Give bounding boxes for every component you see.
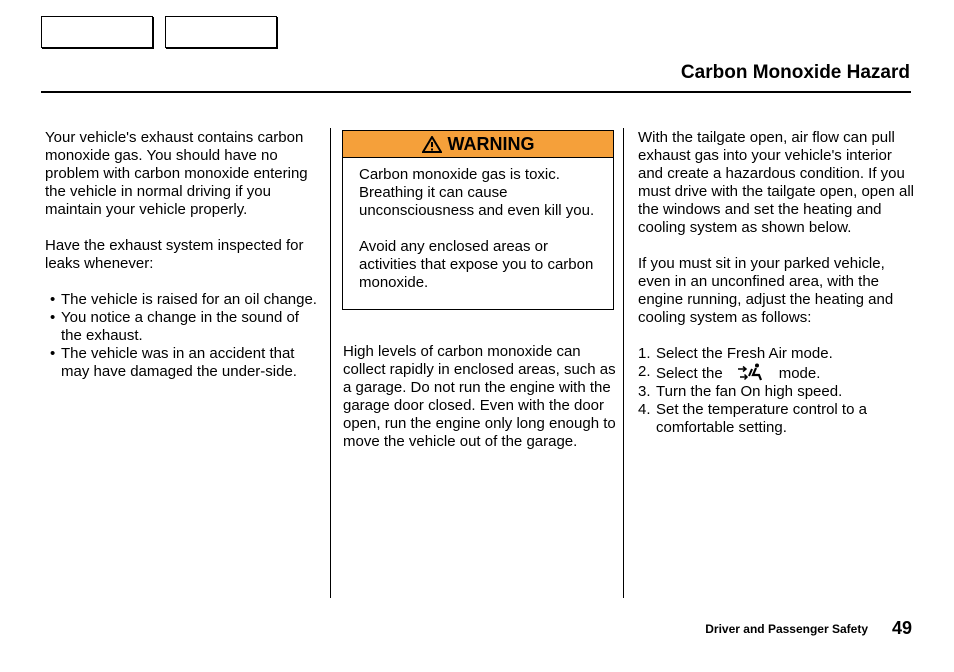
steps-list	[638, 345, 918, 437]
column-right	[638, 129, 918, 437]
warning-label: WARNING	[447, 133, 535, 154]
warning-paragraph-1: Carbon monoxide gas is toxic. Breathing it can cause unconsciousness and even kill you.	[359, 166, 595, 219]
list-item: 4. Set the temperature control to a comfortable setting.	[638, 401, 867, 436]
column-middle-text	[343, 343, 618, 451]
warning-box	[342, 130, 614, 310]
column-divider-right	[623, 128, 624, 598]
list-item: • The vehicle is raised for an oil change.	[45, 291, 320, 309]
warning-triangle-icon	[422, 136, 442, 153]
column-left	[45, 129, 320, 381]
column-divider-left	[330, 128, 331, 598]
nav-button-next[interactable]	[165, 16, 277, 48]
warning-header	[343, 131, 613, 158]
parked-paragraph: If you must sit in your parked vehicle, even in an unconfined area, with the engine running, adjust the heating and cooling system as follows:	[638, 255, 894, 326]
inspection-list	[45, 291, 320, 381]
warning-paragraph-2: Avoid any enclosed areas or activities that expose you to carbon monoxide.	[359, 238, 594, 291]
list-item: • The vehicle was in an accident that may have damaged the under-side.	[45, 345, 320, 381]
tailgate-paragraph: With the tailgate open, air flow can pull exhaust gas into your vehicle's interior and create a hazardous condition. If you must drive with the tailgate open, open all the windows and set the heating and cooling system as shown below.	[638, 129, 914, 236]
list-item: 2. Select the mode.	[638, 363, 821, 382]
warning-body	[343, 158, 613, 292]
list-item: 1. Select the Fresh Air mode.	[638, 345, 833, 362]
page-number: 49	[891, 618, 912, 638]
list-item: 3. Turn the fan On high speed.	[638, 383, 843, 400]
garage-paragraph: High levels of carbon monoxide can collect rapidly in enclosed areas, such as a garage. Do not run the engine with the garage door closed. Even with the door open, run the engine only long enough to move the vehicle out of the garage.	[343, 343, 616, 450]
intro-paragraph: Your vehicle's exhaust contains carbon monoxide gas. You should have no problem with carbon monoxide entering the vehicle in normal driving if you maintain your vehicle properly.	[45, 129, 308, 218]
section-footer: Driver and Passenger Safety	[705, 622, 868, 636]
list-item: • You notice a change in the sound of the exhaust.	[45, 309, 320, 345]
title-rule	[41, 91, 911, 93]
page-title: Carbon Monoxide Hazard	[680, 62, 910, 83]
nav-button-previous[interactable]	[41, 16, 153, 48]
floor-vent-mode-icon	[735, 363, 767, 381]
inspection-paragraph: Have the exhaust system inspected for leaks whenever:	[45, 237, 304, 272]
